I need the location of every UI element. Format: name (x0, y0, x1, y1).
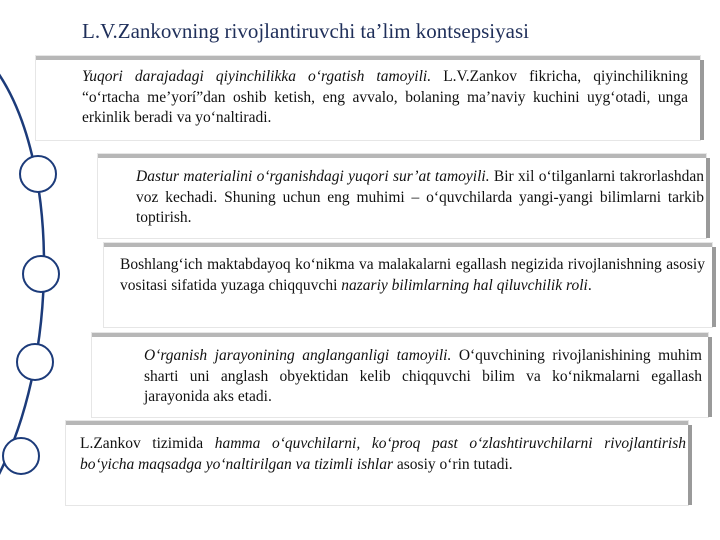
item-text-1 (82, 67, 688, 129)
item-marker-3 (22, 255, 60, 293)
item-text-4 (144, 346, 702, 408)
item-text-3 (120, 255, 705, 296)
item-1-rest: L.V.Zankov fikricha, qiyinchilikning “o‘rtacha me’yorí”dan oshib ketish, eng avvalo, bolaning ma’naviy kuchini uyg‘otadi, unga erkinlik beradi va yo‘naltiradi. (82, 68, 688, 126)
item-2-rest: Bir xil o‘tilganlarni takrorlashdan voz kechadi. Shuning uchun eng muhimi – o‘quvchilarda yangi-yangi bilimlarni tarkib toptirish. (136, 168, 705, 226)
item-5-pre: L.Zankov tizimida (80, 435, 215, 452)
item-2-lead: Dastur materialini o‘rganishdagi yuqori sur’at tamoyili. (136, 168, 490, 185)
item-text-2 (136, 167, 704, 229)
item-1-lead: Yuqori darajadagi qiyinchilikka o‘rgatish tamoyili. (82, 68, 432, 85)
item-marker-2 (19, 155, 57, 193)
item-3-pre: Boshlang‘ich maktabdayoq ko‘nikma va malakalarni egallash negizida rivojlanishning asosiy vositasi sifatida yuzaga chiqquvchi (120, 256, 705, 294)
item-text-5 (80, 434, 686, 475)
slide-title: L.V.Zankovning rivojlantiruvchi ta’lim kontsepsiyasi (82, 19, 529, 43)
item-3-italic: nazariy bilimlarning hal qiluvchilik roli (341, 276, 588, 294)
item-marker-4 (16, 343, 54, 381)
item-4-rest: O‘quvchining rivojlanishining muhim sharti uni anglash obyektidan kelib chiqquvchi bilim va ko‘nikmalarni egallash jarayonida aks etadi. (144, 347, 702, 405)
item-3-post: . (587, 276, 592, 294)
item-4-lead: O‘rganish jarayonining anglanganligi tamoyili. (144, 347, 452, 364)
item-marker-5 (2, 437, 40, 475)
item-5-italic: hamma o‘quvchilarni, ko‘proq past o‘zlashtiruvchilarni rivojlantirish bo‘yicha maqsadga yo‘naltirilgan va tizimli ishlar (80, 435, 687, 473)
item-5-post: asosiy o‘rin tutadi. (393, 455, 513, 473)
